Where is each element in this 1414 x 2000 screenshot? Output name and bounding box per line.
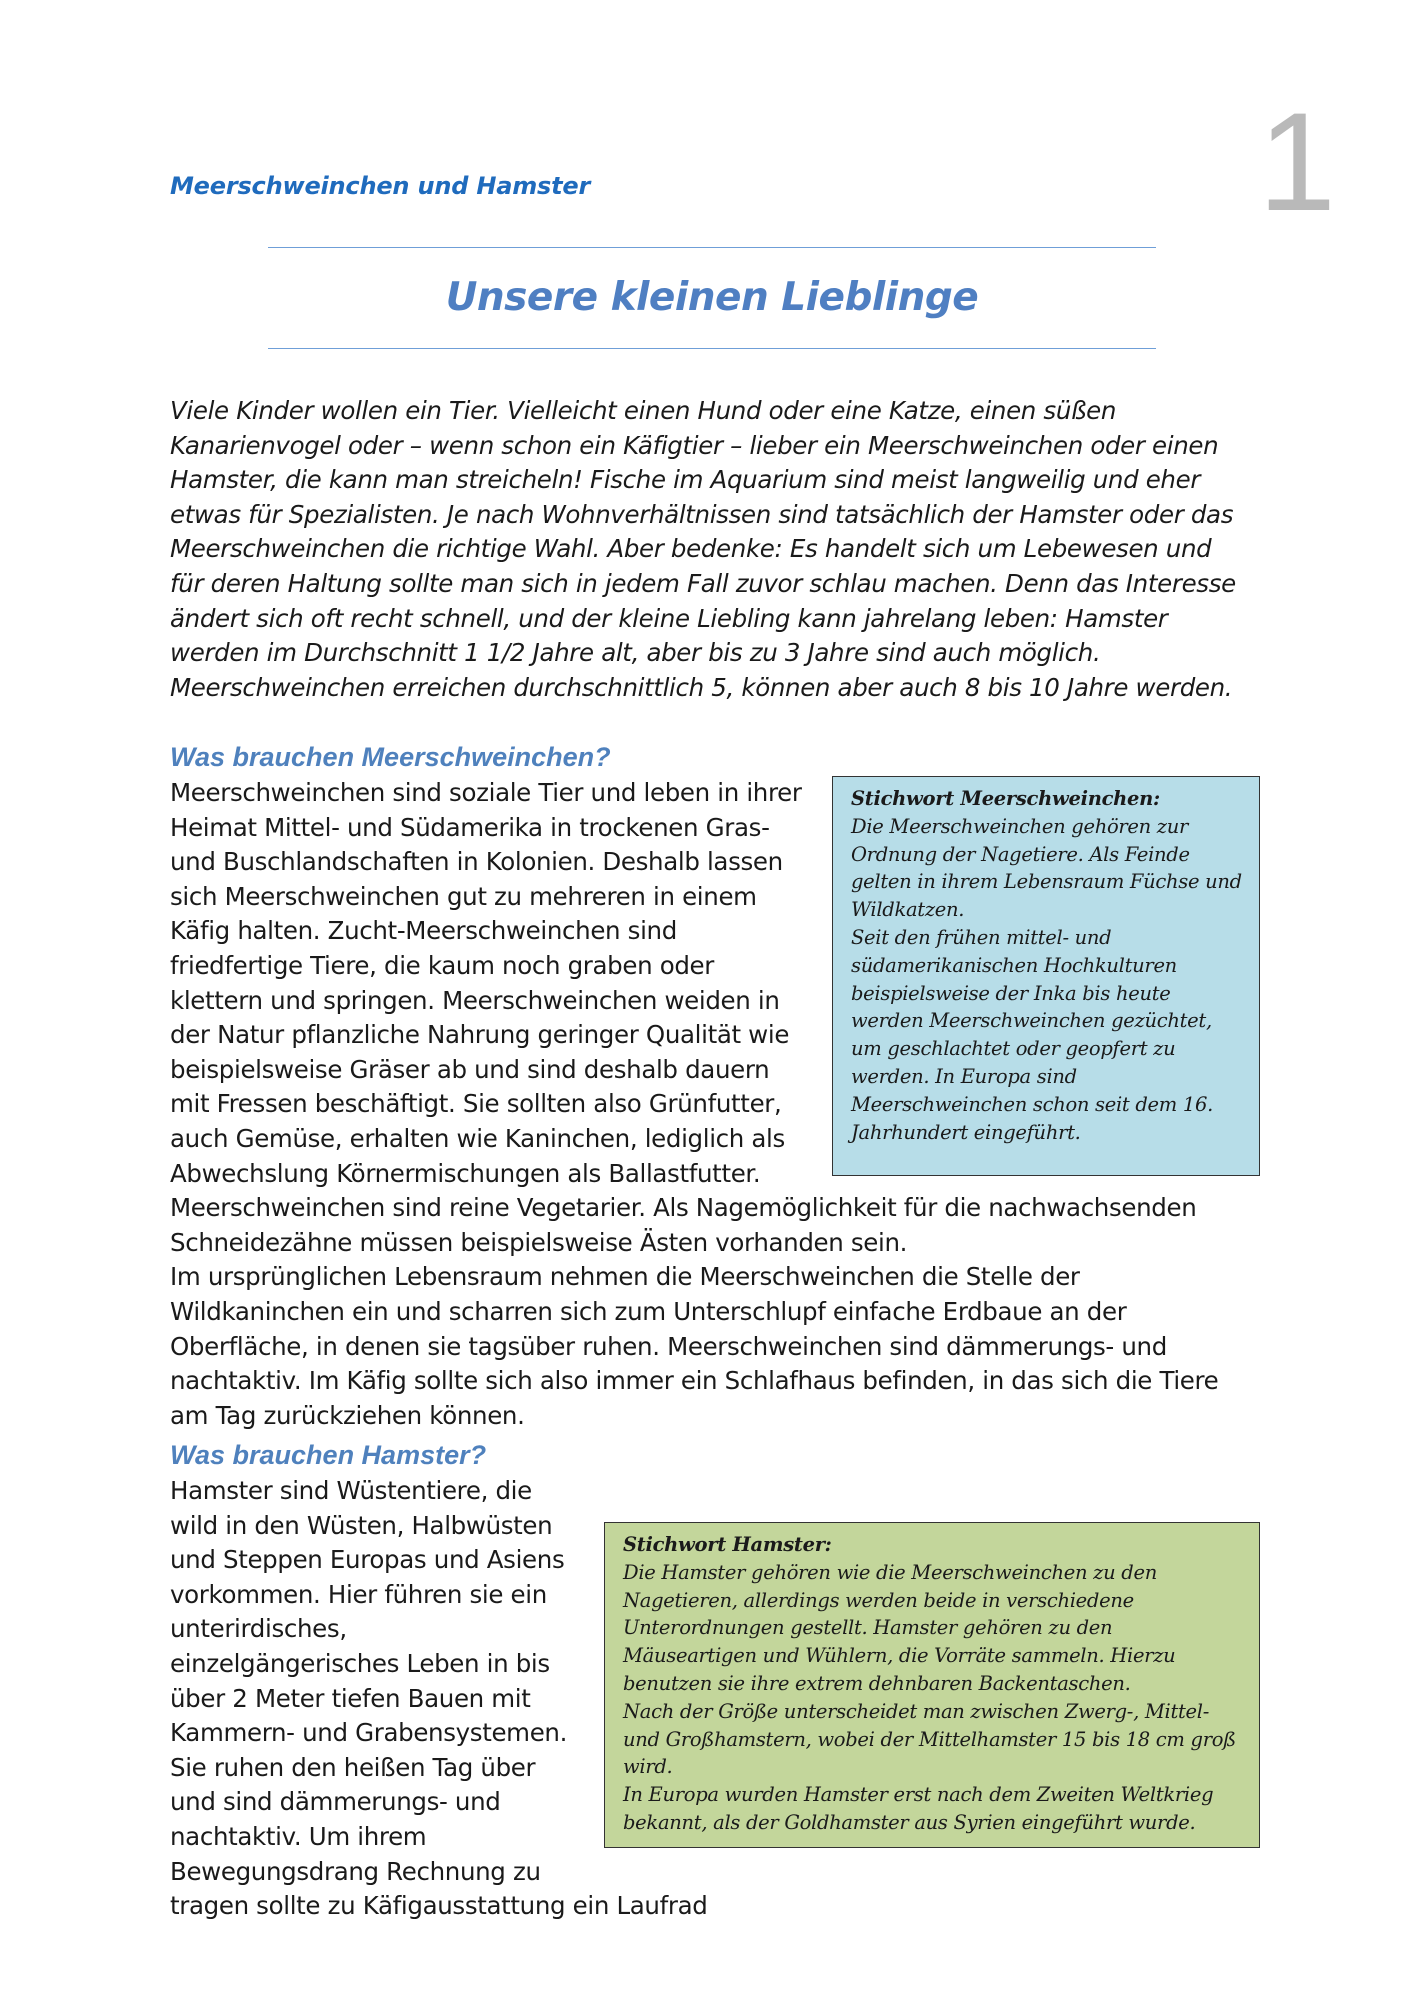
section-heading-hamster: Was brauchen Hamster?: [170, 1440, 487, 1470]
info-box-text: Die Hamster gehören wie die Meerschweinchen zu den Nagetieren, allerdings werden beide in verschiedene Unterordnungen gestellt. Hamster gehören zu den Mäuseartigen und Wühlern, die Vorräte sammeln. Hierzu benutzen sie ihre extrem dehnbaren Backentaschen. Nach der Größe unterscheidet man zwischen Zwerg-, Mittel- und Großhamstern, wobei der Mittelhamster 15 bis 18 cm groß wird. In Europa wurden Hamster erst nach dem Zweiten Weltkrieg bekannt, als der Goldhamster aus Syrien eingeführt wurde.: [623, 1560, 1236, 1834]
page-title: Unsere kleinen Lieblinge: [445, 275, 979, 320]
document-subject: Meerschweinchen und Hamster: [170, 172, 591, 200]
body-paragraph: Hamster sind Wüstentiere, die wild in den Wüsten, Halbwüsten und Steppen Europas und Asiens vorkommen. Hier führen sie ein unterirdisches, einzelgängerisches Leben in bis über 2 Meter tiefen Bauen mit Kammern- und Grabensystemen. Sie ruhen den heißen Tag über und sind dämmerungs- und nachtaktiv. Um ihrem Bewegungsdrang Rechnung zu tragen sollte zu Käfigausstattung ein Laufrad: [170, 1476, 708, 1921]
section-guinea-pig: [170, 776, 1260, 1433]
title-rule-top: [268, 247, 1156, 248]
section-hamster: [170, 1474, 1260, 1924]
body-paragraph: Meerschweinchen sind soziale Tier und leben in ihrer Heimat Mittel- und Südamerika in trockenen Gras- und Buschlandschaften in Kolonien. Deshalb lassen sich Meerschweinchen gut zu mehreren in einem Käfig halten. Zucht-Meerschweinchen sind friedfertige Tiere, die kaum noch graben oder klettern und springen. Meerschweinchen weiden in der Natur pflanzliche Nahrung geringer Qualität wie beispielsweise Gräser ab und sind deshalb dauern mit Fressen beschäftigt. Sie sollten also Grünfutter, auch Gemüse, erhalten wie Kaninchen, lediglich als Abwechslung Körnermischungen als Ballastfutter. Meerschweinchen sind reine Vegetarier. Als Nagemöglichkeit für die nachwachsenden Schneidezähne müssen beispielsweise Ästen vorhanden sein.: [170, 778, 1197, 1257]
page-number: 1: [1258, 83, 1336, 240]
body-paragraph: Im ursprünglichen Lebensraum nehmen die Meerschweinchen die Stelle der Wildkaninchen ein und scharren sich zum Unterschlupf einfache Erdbaue an der Oberfläche, in denen sie tagsüber ruhen. Meerschweinchen sind dämmerungs- und nachtaktiv. Im Käfig sollte sich also immer ein Schlafhaus befinden, in das sich die Tiere am Tag zurückziehen können.: [170, 1262, 1219, 1430]
intro-paragraph: Viele Kinder wollen ein Tier. Vielleicht einen Hund oder eine Katze, einen süßen Kanarienvogel oder – wenn schon ein Käfigtier – lieber ein Meerschweinchen oder einen Hamster, die kann man streicheln! Fische im Aquarium sind meist langweilig und eher etwas für Spezialisten. Je nach Wohnverhältnissen sind tatsächlich der Hamster oder das Meerschweinchen die richtige Wahl. Aber bedenke: Es handelt sich um Lebewesen und für deren Haltung sollte man sich in jedem Fall zuvor schlau machen. Denn das Interesse ändert sich oft recht schnell, und der kleine Liebling kann jahrelang leben: Hamster werden im Durchschnitt 1 1/2 Jahre alt, aber bis zu 3 Jahre sind auch möglich. Meerschweinchen erreichen durchschnittlich 5, können aber auch 8 bis 10 Jahre werden.: [170, 396, 1236, 702]
info-box-guinea-pig: [832, 776, 1260, 1176]
info-box-title: Stichwort Hamster:: [623, 1533, 832, 1556]
title-rule-bottom: [268, 348, 1156, 349]
section-heading-guinea-pig: Was brauchen Meerschweinchen?: [170, 742, 611, 772]
info-box-hamster: [604, 1522, 1260, 1848]
info-box-text: Die Meerschweinchen gehören zur Ordnung der Nagetiere. Als Feinde gelten in ihrem Lebensraum Füchse und Wildkatzen. Seit den frühen mittel- und südamerikanischen Hochkulturen beispielsweise der Inka bis heute werden Meerschweinchen gezüchtet, um geschlachtet oder geopfert zu werden. In Europa sind Meerschweinchen schon seit dem 16. Jahrhundert eingeführt.: [851, 814, 1242, 1144]
info-box-title: Stichwort Meerschweinchen:: [851, 787, 1160, 810]
